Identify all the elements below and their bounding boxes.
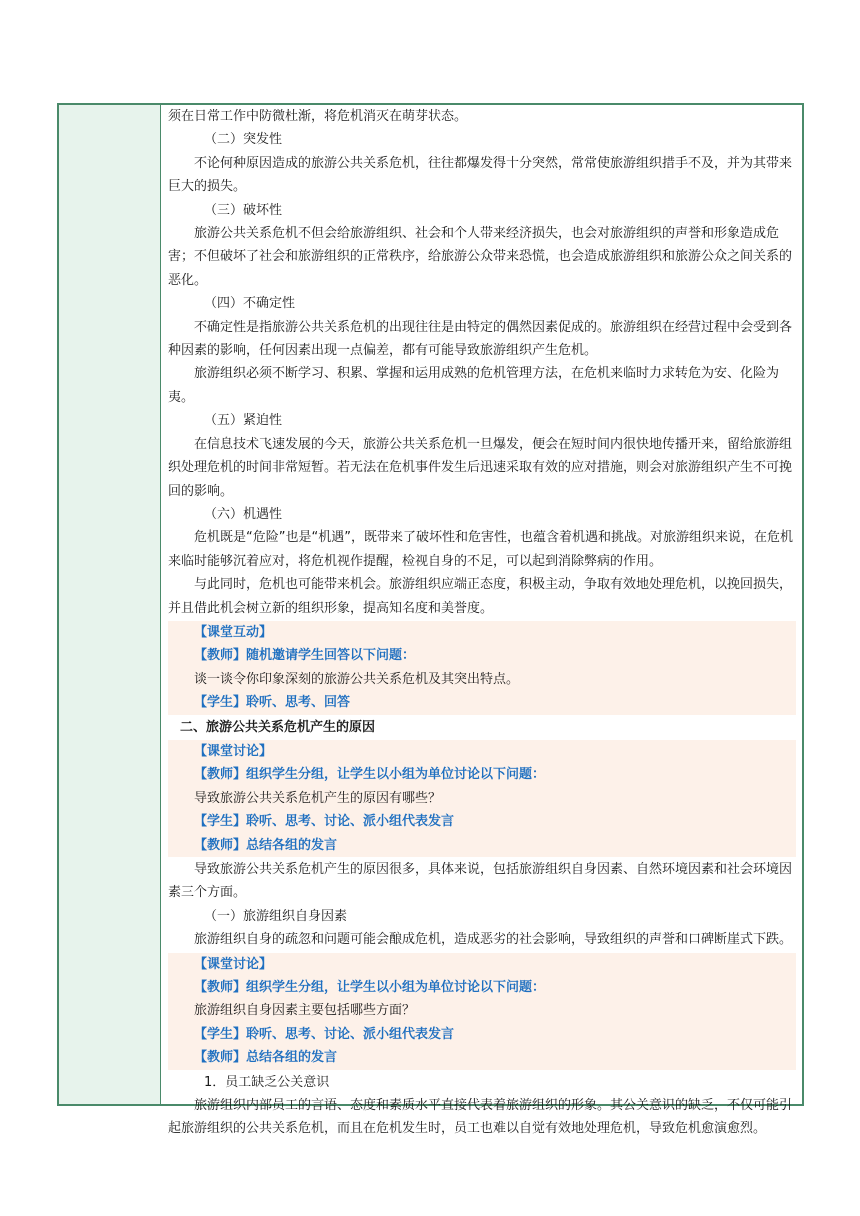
paragraph: 不确定性是指旅游公共关系危机的出现往往是由特定的偶然因素促成的。旅游组织在经营过程中会受到各种因素的影响，任何因素出现一点偏差，都有可能导致旅游组织产生危机。 [168,319,793,359]
box-title: 【课堂讨论】 [194,743,273,759]
paragraph: 旅游组织自身的疏忽和问题可能会酿成危机，造成恶劣的社会影响，导致组织的声誉和口碑断崖式下跌。 [194,932,793,948]
classroom-discussion-box [168,953,796,1070]
teacher-instruction: 【教师】组织学生分组，让学生以小组为单位讨论以下问题： [194,980,546,996]
teacher-summary: 【教师】总结各组的发言 [194,1050,338,1066]
subheading: （二）突发性 [204,132,283,148]
content-column [161,105,802,1137]
subheading: 1．员工缺乏公关意识 [204,1074,330,1090]
left-column [59,105,161,1104]
student-activity: 【学生】聆听、思考、讨论、派小组代表发言 [194,814,455,830]
subheading: （五）紧迫性 [204,413,283,429]
paragraph: 危机既是“危险”也是“机遇”，既带来了破坏性和危害性，也蕴含着机遇和挑战。对旅游组织来说，在危机来临时能够沉着应对，将危机视作提醒，检视自身的不足，可以起到消除弊病的作用。 [168,530,793,569]
question: 导致旅游公共关系危机产生的原因有哪些？ [194,790,442,806]
classroom-interaction-box [168,621,796,715]
student-activity: 【学生】聆听、思考、讨论、派小组代表发言 [194,1026,455,1042]
teacher-summary: 【教师】总结各组的发言 [194,837,338,853]
paragraph: 在信息技术飞速发展的今天，旅游公共关系危机一旦爆发，便会在短时间内很快地传播开来，留给旅游组织处理危机的时间非常短暂。若无法在危机事件发生后迅速采取有效的应对措施，则会对旅游组织产生不可挽回的影响。 [168,436,793,499]
subheading: （六）机遇性 [204,506,283,522]
question: 谈一谈令你印象深刻的旅游公共关系危机及其突出特点。 [194,671,520,687]
box-title: 【课堂互动】 [194,624,273,640]
paragraph: 旅游组织必须不断学习、积累、掌握和运用成熟的危机管理方法，在危机来临时力求转危为安、化险为夷。 [168,366,780,405]
subheading: （三）破坏性 [204,202,283,218]
paragraph: 导致旅游公共关系危机产生的原因很多，具体来说，包括旅游组织自身因素、自然环境因素和社会环境因素三个方面。 [168,862,793,901]
lesson-table [57,103,804,1137]
paragraph: 不论何种原因造成的旅游公共关系危机，往往都爆发得十分突然，常常使旅游组织措手不及，并为其带来巨大的损失。 [168,155,793,195]
student-activity: 【学生】聆听、思考、回答 [194,695,351,711]
paragraph: 须在日常工作中防微杜渐，将危机消灭在萌芽状态。 [168,109,468,124]
classroom-discussion-box [168,740,796,857]
subheading: （一）旅游组织自身因素 [204,908,348,924]
teacher-instruction: 【教师】组织学生分组，让学生以小组为单位讨论以下问题： [194,767,546,783]
paragraph: 旅游公共关系危机不但会给旅游组织、社会和个人带来经济损失，也会对旅游组织的声誉和形象造成危害；不但破坏了社会和旅游组织的正常秩序，给旅游公众带来恐慌，也会造成旅游组织和旅游公众之间关系的恶化。 [168,226,793,288]
box-title: 【课堂讨论】 [194,956,273,972]
question: 旅游组织自身因素主要包括哪些方面？ [194,1003,416,1019]
subheading: （四）不确定性 [204,296,296,312]
paragraph: 与此同时，危机也可能带来机会。旅游组织应端正态度，积极主动，争取有效地处理危机，以挽回损失，并且借此机会树立新的组织形象，提高知名度和美誉度。 [168,577,793,616]
section-heading: 二、旅游公共关系危机产生的原因 [180,719,376,735]
teacher-instruction: 【教师】随机邀请学生回答以下问题： [194,648,416,664]
paragraph: 旅游组织内部员工的言语、态度和素质水平直接代表着旅游组织的形象。其公关意识的缺乏，不仅可能引起旅游组织的公共关系危机，而且在危机发生时，员工也难以自觉有效地处理危机，导致危机愈演愈烈。 [168,1098,793,1137]
